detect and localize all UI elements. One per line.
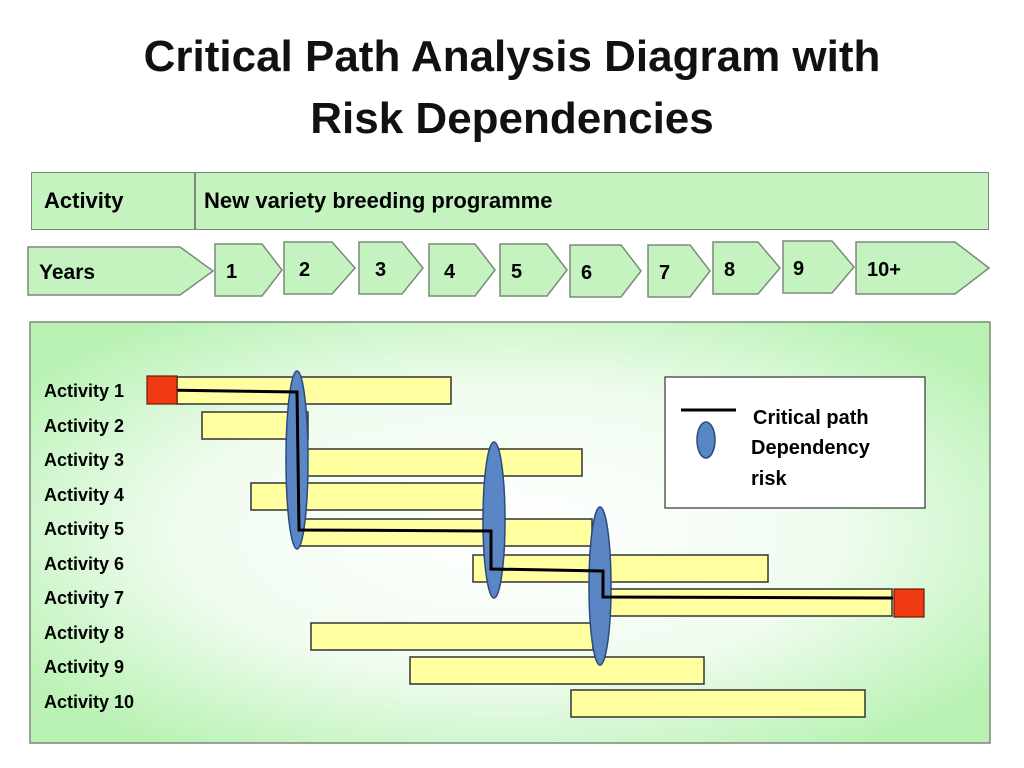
header-activity-label: Activity bbox=[44, 188, 124, 213]
end-milestone bbox=[894, 589, 924, 617]
legend-dependency-label: Dependency bbox=[751, 437, 870, 459]
activity-label-10: Activity 10 bbox=[44, 692, 135, 712]
activity-label-7: Activity 7 bbox=[44, 588, 125, 608]
activity-bar-10 bbox=[571, 690, 865, 717]
year-chevron-3 bbox=[359, 242, 423, 294]
year-chevron-6 bbox=[570, 245, 641, 297]
header-programme-label: New variety breeding programme bbox=[204, 188, 553, 213]
years-label: Years bbox=[39, 261, 96, 284]
dependency-risk-ellipse-3 bbox=[589, 507, 611, 665]
legend-box bbox=[665, 377, 925, 508]
year-label-5: 5 bbox=[511, 261, 523, 283]
year-label-3: 3 bbox=[375, 259, 387, 281]
activity-label-8: Activity 8 bbox=[44, 623, 125, 643]
year-label-1: 1 bbox=[226, 261, 238, 283]
legend-risk-ellipse-swatch bbox=[697, 422, 715, 458]
start-milestone bbox=[147, 376, 177, 404]
year-chevron-1 bbox=[215, 244, 282, 296]
year-label-10plus: 10+ bbox=[867, 259, 901, 281]
activity-label-9: Activity 9 bbox=[44, 657, 125, 677]
year-label-6: 6 bbox=[581, 262, 593, 284]
year-chevron-7 bbox=[648, 245, 710, 297]
title-line-1: Critical Path Analysis Diagram with bbox=[143, 32, 881, 81]
year-chevron-9 bbox=[783, 241, 854, 293]
activity-label-4: Activity 4 bbox=[44, 485, 125, 505]
dependency-risk-ellipse-2 bbox=[483, 442, 505, 598]
activity-bar-7 bbox=[602, 589, 892, 616]
year-label-4: 4 bbox=[444, 261, 456, 283]
years-chevron bbox=[28, 247, 213, 295]
title-line-2: Risk Dependencies bbox=[310, 94, 714, 143]
activity-label-3: Activity 3 bbox=[44, 450, 125, 470]
year-label-8: 8 bbox=[724, 259, 736, 281]
activity-label-5: Activity 5 bbox=[44, 519, 125, 539]
year-chevron-4 bbox=[429, 244, 495, 296]
year-chevron-5 bbox=[500, 244, 567, 296]
activity-bar-8 bbox=[311, 623, 593, 650]
year-label-2: 2 bbox=[299, 259, 311, 281]
year-label-7: 7 bbox=[659, 262, 671, 284]
activity-label-2: Activity 2 bbox=[44, 416, 125, 436]
activity-bar-3 bbox=[300, 449, 582, 476]
years-row bbox=[28, 241, 989, 297]
activity-bar-9 bbox=[410, 657, 704, 684]
year-label-9: 9 bbox=[793, 258, 805, 280]
legend-risk-label: risk bbox=[751, 468, 787, 490]
activity-bar-5 bbox=[300, 519, 592, 546]
legend-critical-path-label: Critical path bbox=[753, 407, 869, 429]
activity-label-1: Activity 1 bbox=[44, 381, 125, 401]
year-chevron-2 bbox=[284, 242, 355, 294]
year-chevron-10plus bbox=[856, 242, 989, 294]
year-chevron-8 bbox=[713, 242, 780, 294]
activity-label-6: Activity 6 bbox=[44, 554, 125, 574]
